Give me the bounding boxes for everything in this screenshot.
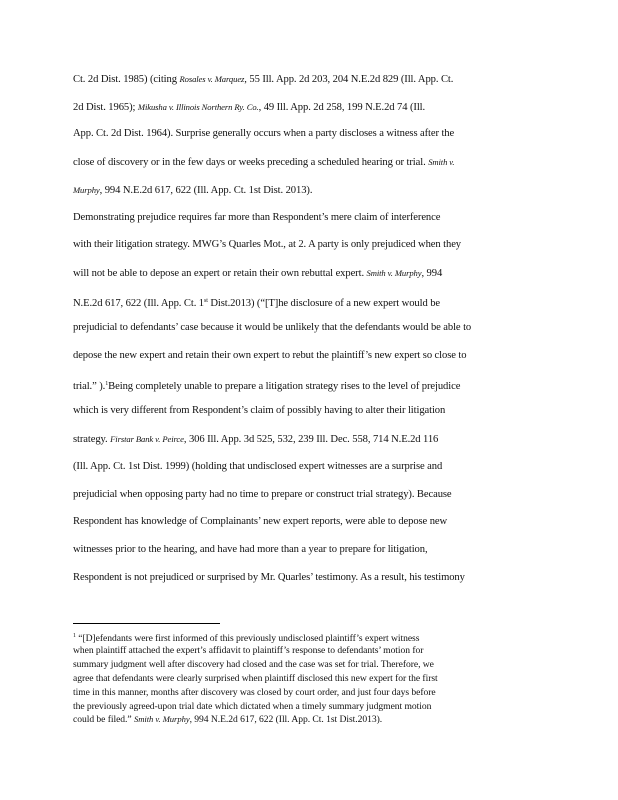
text-run: close of discovery or in the few days or weeks preceding a scheduled hearing or trial. [73,157,429,169]
body-line [73,267,543,280]
case-name: Smith v. Murphy [366,267,422,278]
text-run: prejudicial when opposing party had no time to prepare or construct trial strategy). Because [73,488,452,500]
case-name: Firstar Bank v. Peirce [110,434,184,445]
text-run: , 994 [421,267,443,279]
body-line [73,378,543,393]
text-run: App. Ct. 2d Dist. 1964). Surprise generally occurs when a party discloses a witness after the [73,128,455,140]
body-line [73,461,543,473]
footnote-line [73,714,543,725]
text-run: when plaintiff attached the expert’s affidavit to plaintiff’s response to defendants’ motion for [73,644,424,656]
body-line [73,572,543,584]
body-line [73,212,543,224]
text-run: “[D]efendants were first informed of this previously undisclosed plaintiff’s expert witness [75,633,420,644]
text-run: Dist.2013) (“[T]he disclosure of a new expert would be [207,297,441,309]
footnote-line [73,701,543,712]
text-run: will not be able to depose an expert or retain their own rebuttal expert. [73,267,367,279]
text-run: agree that defendants were clearly surprised when plaintiff disclosed this new expert for the first [73,672,438,684]
body-line [73,101,543,114]
text-run: depose the new expert and retain their own expert to rebut the plaintiff’s new expert so close to [73,350,467,361]
text-run: Being completely unable to prepare a litigation strategy rises to the level of prejudice [108,380,461,392]
text-run: Ct. 2d Dist. 1985) (citing [73,74,180,85]
body-line [73,322,543,334]
text-run: Demonstrating prejudice requires far more than Respondent’s mere claim of interference [73,211,441,223]
text-run: trial.” ). [73,380,106,392]
text-run: which is very different from Respondent’s claim of possibly having to alter their litigation [73,405,446,417]
text-run: (Ill. App. Ct. 1st Dist. 1999) (holding that undisclosed expert witnesses are a surprise and [73,460,443,472]
footnote-line [73,631,543,644]
body-line [73,433,543,446]
footnote-separator [73,623,220,624]
body-line [73,350,543,362]
footnote-line [73,673,543,684]
body-line [73,295,543,310]
footnote-line [73,659,543,670]
text-run: Respondent is not prejudiced or surprised by Mr. Quarles’ testimony. As a result, his testimony [73,571,465,583]
text-run: , 306 Ill. App. 3d 525, 532, 239 Ill. Dec. 558, 714 N.E.2d 116 [183,434,439,446]
case-name: Rosales v. Marquez [179,74,245,84]
text-run: time in this manner, months after discovery was closed by court order, and just four days before [73,686,436,698]
body-line [73,516,543,528]
superscript: 1 [73,633,76,639]
text-run: N.E.2d 617, 622 (Ill. App. Ct. 1 [73,297,204,309]
text-run: strategy. [73,434,111,446]
case-name: Mikusha v. Illinois Northern Ry. Co. [137,101,259,112]
body-line [73,73,543,86]
body-line [73,184,543,197]
text-run: with their litigation strategy. MWG’s Quarles Mot., at 2. A party is only prejudiced when they [73,239,461,251]
text-run: prejudicial to defendants’ case because it would be unlikely that the defendants would be able to [73,322,472,334]
footnote-line [73,687,543,698]
text-run: the previously agreed-upon trial date which dictated when a timely summary judgment motion [73,700,432,712]
body-line [73,128,543,140]
text-run: , 994 N.E.2d 617, 622 (Ill. App. Ct. 1st Dist. 2013). [99,184,313,196]
body-line [73,489,543,501]
text-run: , 55 Ill. App. 2d 203, 204 N.E.2d 829 (Ill. App. Ct. [244,74,454,85]
text-run: , 994 N.E.2d 617, 622 (Ill. App. Ct. 1st Dist.2013). [189,714,383,726]
text-run: 2d Dist. 1965); [73,101,138,113]
text-run: Respondent has knowledge of Complainants’ new expert reports, were able to depose new [73,516,448,528]
text-run: summary judgment well after discovery had closed and the case was set for trial. Therefore, we [73,658,434,670]
superscript: 1 [105,380,109,387]
text-run: witnesses prior to the hearing, and have had more than a year to prepare for litigation, [73,543,428,555]
footnote-line [73,645,543,656]
body-line [73,405,543,417]
case-name: Murphy [73,184,100,195]
text-run: could be filed.” [73,714,134,726]
body-line [73,156,543,169]
superscript: st [204,297,208,304]
case-name: Smith v. [428,157,455,168]
body-line [73,239,543,251]
case-name: Smith v. Murphy [133,714,190,725]
body-line [73,544,543,556]
text-run: , 49 Ill. App. 2d 258, 199 N.E.2d 74 (Ill. [258,101,426,113]
